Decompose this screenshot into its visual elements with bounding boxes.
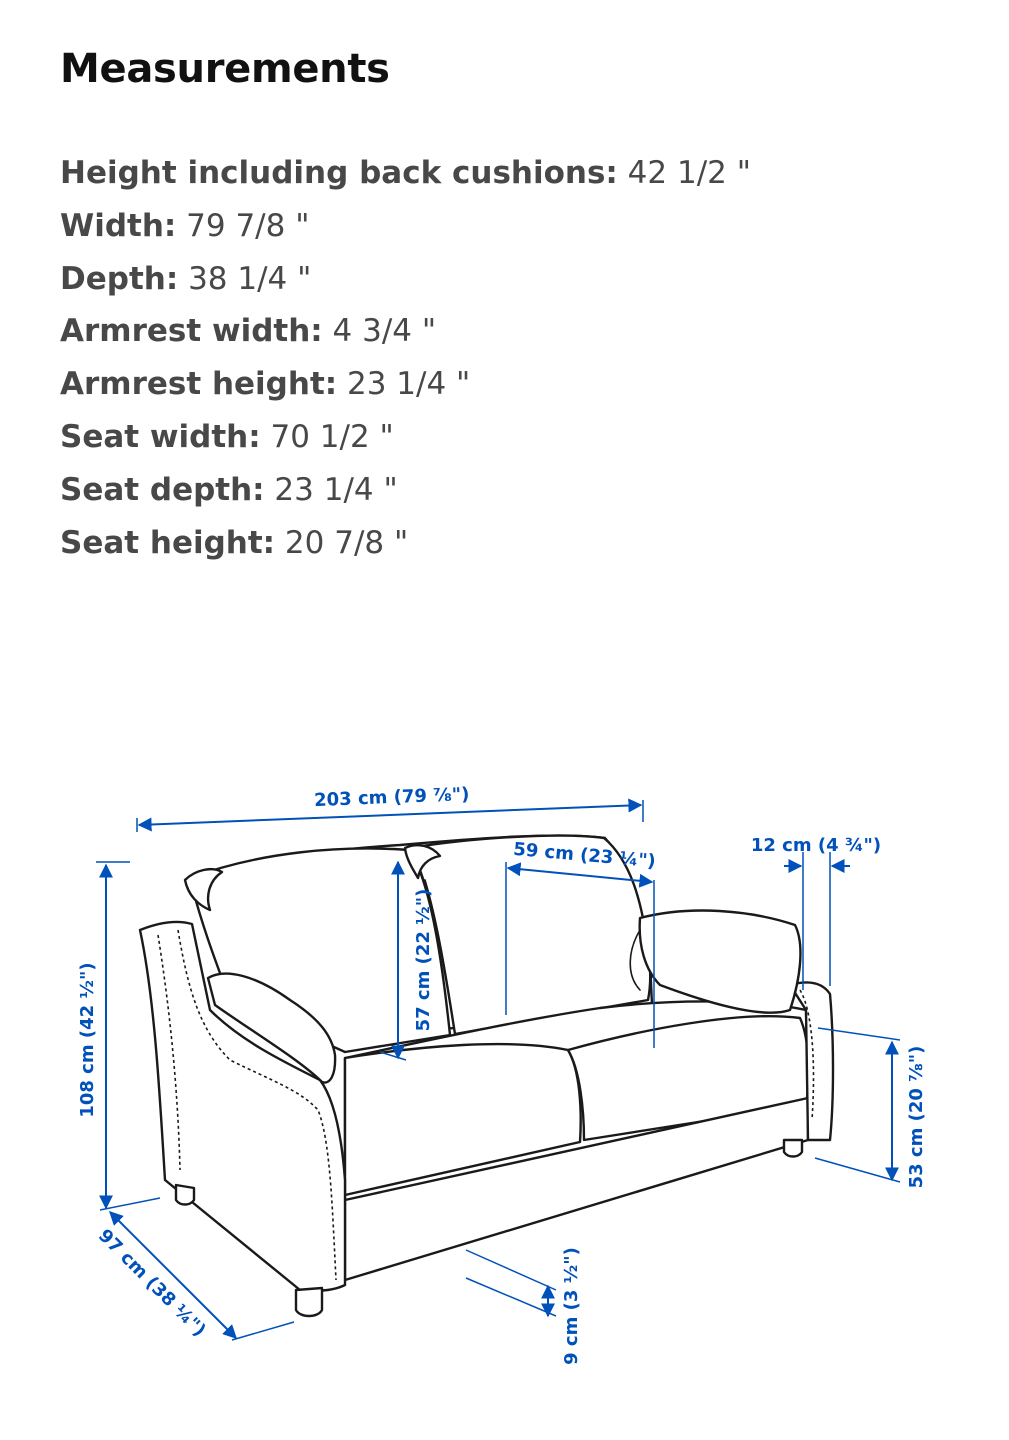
spec-depth: [60, 256, 751, 309]
spec-value: 79 7/8 ": [176, 207, 310, 244]
seat-height-label: 53 cm (20 ⅞"): [906, 1045, 927, 1189]
spec-seat-height: [60, 520, 751, 573]
total-height-label: 108 cm (42 ½"): [77, 962, 98, 1118]
spec-value: 23 1/4 ": [264, 471, 398, 508]
spec-seat-width: [60, 414, 751, 467]
depth-label: 97 cm (38 ¼"): [93, 1225, 210, 1342]
seat-height-extension-bottom: [815, 1158, 900, 1182]
width-label: 203 cm (79 ⅞"): [313, 783, 470, 812]
spec-seat-depth: [60, 467, 751, 520]
depth-extension-back: [100, 1198, 160, 1210]
measurement-list: [60, 150, 751, 572]
spec-label: Seat height:: [60, 524, 276, 561]
spec-label: Seat width:: [60, 418, 261, 455]
spec-label: Height including back cushions:: [60, 155, 618, 191]
spec-value: 42 1/2 ": [617, 155, 751, 191]
spec-width: [60, 203, 751, 256]
seat-width-label: 59 cm (23 ¼"): [512, 838, 657, 873]
spec-label: Seat depth:: [60, 471, 265, 508]
spec-value: 4 3/4 ": [322, 313, 437, 350]
spec-armrest-height: [60, 361, 751, 414]
spec-value: 70 1/2 ": [260, 418, 394, 455]
spec-value: 38 1/4 ": [178, 260, 312, 297]
sofa-illustration: [140, 836, 833, 1316]
back-height-label: 57 cm (22 ½"): [413, 888, 434, 1032]
spec-value: 20 7/8 ": [275, 524, 409, 561]
depth-dimension-line: [110, 1212, 236, 1338]
spec-label: Armrest height:: [60, 366, 338, 403]
armrest-width-label: 12 cm (4 ¾"): [750, 835, 882, 856]
leg-height-label: 9 cm (3 ½"): [561, 1247, 582, 1365]
spec-label: Depth:: [60, 260, 179, 297]
spec-armrest-width: [60, 308, 751, 361]
spec-label: Armrest width:: [60, 313, 323, 350]
spec-height: [60, 150, 751, 203]
sofa-dimension-diagram: [0, 700, 1009, 1440]
page-title: Measurements: [60, 46, 390, 92]
spec-label: Width:: [60, 207, 177, 244]
depth-extension-front: [232, 1322, 294, 1340]
spec-value: 23 1/4 ": [337, 366, 471, 403]
